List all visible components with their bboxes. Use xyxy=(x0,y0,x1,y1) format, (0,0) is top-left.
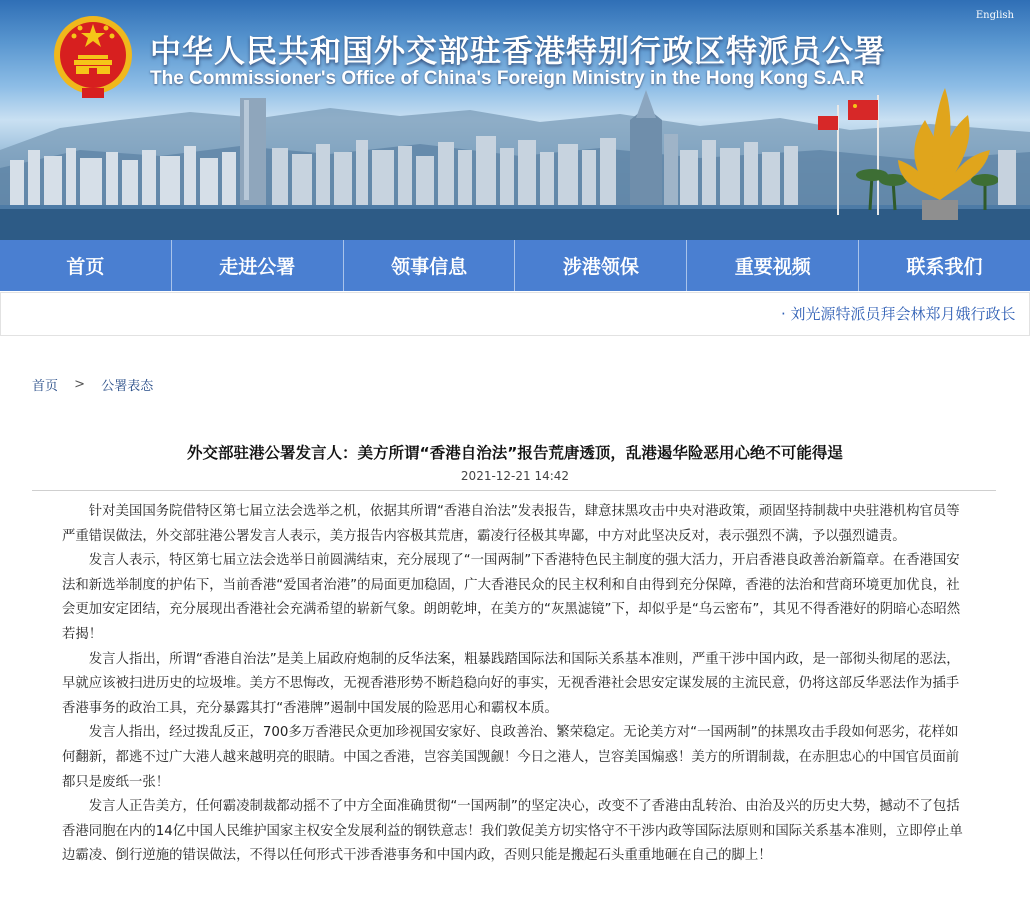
site-title-english: The Commissioner's Office of China's Foreign Ministry in the Hong Kong S.A.R xyxy=(150,68,865,89)
nav-item-contact[interactable]: 联系我们 xyxy=(906,256,983,278)
nav-item-home[interactable]: 首页 xyxy=(0,240,172,291)
article-paragraph: 发言人指出，所谓“香港自治法”是美上届政府炮制的反华法案，粗暴践踏国际法和国际关系基本准则，严重干涉中国内政，是一部彻头彻尾的恶法，早就应该被扫进历史的垃圾堆。美方不思悔改，无视香港形势不断趋稳向好的事实，无视香港社会思安定谋发展的主流民意，仍将这部反华恶法作为插手香港事务的政治工具，充分暴露其打“香港牌”遏制中国发展的险恶用心和霸权本质。 xyxy=(62,651,960,716)
header-banner xyxy=(0,0,1030,240)
english-language-link[interactable]: English xyxy=(975,10,1014,21)
ticker-news-link[interactable]: · 刘光源特派员拜会林郑月娥行政长 xyxy=(781,305,1016,323)
breadcrumb xyxy=(32,375,153,394)
article-paragraph: 发言人表示，特区第七届立法会选举日前圆满结束，充分展现了“一国两制”下香港特色民主制度的强大活力，开启香港良政善治新篇章。在香港国安法和新选举制度的护佑下，当前香港“爱国者治港”的局面更加稳固，广大香港民众的民主权利和自由得到充分保障，香港的法治和营商环境更加优良，社会更加安定团结，充分展现出香港社会充满希望的崭新气象。朗朗乾坤，在美方的“灰黑滤镜”下，却似乎是“乌云密布”，其见不得香港好的阴暗心态昭然若揭！ xyxy=(62,553,961,642)
breadcrumb-home-link[interactable]: 首页 xyxy=(32,379,59,394)
breadcrumb-section-link[interactable]: 公署表态 xyxy=(101,379,154,394)
nav-item-consular-protection[interactable]: 涉港领保 xyxy=(515,240,687,291)
article-paragraph: 发言人指出，经过拨乱反正，700多万香港民众更加珍视国安家好、良政善治、繁荣稳定。无论美方对“一国两制”的抹黑攻击手段如何恶劣，花样如何翻新，都逃不过广大港人越来越明亮的眼睛。中国之香港，岂容美国觊觎！今日之港人，岂容美国煽惑！美方的所谓制裁，在赤胆忠心的中国官员面前都只是废纸一张！ xyxy=(62,725,960,790)
nav-item-about[interactable]: 走进公署 xyxy=(172,240,344,291)
chevron-right-icon: > xyxy=(74,377,86,392)
nav-item-consular-info[interactable]: 领事信息 xyxy=(344,240,516,291)
article-paragraph: 发言人正告美方，任何霸凌制裁都动摇不了中方全面准确贯彻“一国两制”的坚定决心，改变不了香港由乱转治、由治及兴的历史大势，撼动不了包括香港同胞在内的14亿中国人民维护国家主权安全发展利益的钢铁意志！我们敦促美方切实恪守不干涉内政等国际法原则和国际关系基本准则，立即停止单边霸凌、倒行逆施的错误做法，不得以任何形式干涉香港事务和中国内政，否则只能是搬起石头重重地砸在自己的脚上！ xyxy=(62,799,963,864)
nav-item-videos[interactable]: 重要视频 xyxy=(687,240,859,291)
site-title-chinese: 中华人民共和国外交部驻香港特别行政区特派员公署 xyxy=(150,34,886,70)
news-ticker xyxy=(0,292,1030,336)
article-paragraph: 针对美国国务院借特区第七届立法会选举之机，依据其所谓“香港自治法”发表报告，肆意抹黑攻击中央对港政策，顽固坚持制裁中央驻港机构官员等严重错误做法，外交部驻港公署发言人表示，美方报告内容极其荒唐，霸凌行径极其卑鄙，中方对此坚决反对，表示强烈不满，予以强烈谴责。 xyxy=(62,504,960,544)
article-title: 外交部驻港公署发言人：美方所谓“香港自治法”报告荒唐透顶，乱港遏华险恶用心绝不可能得逞 xyxy=(187,444,843,462)
national-emblem-icon xyxy=(52,14,134,100)
article-date: 2021-12-21 14:42 xyxy=(460,469,570,483)
main-navigation xyxy=(0,240,1030,291)
article-body xyxy=(62,500,966,869)
title-divider xyxy=(32,490,996,491)
